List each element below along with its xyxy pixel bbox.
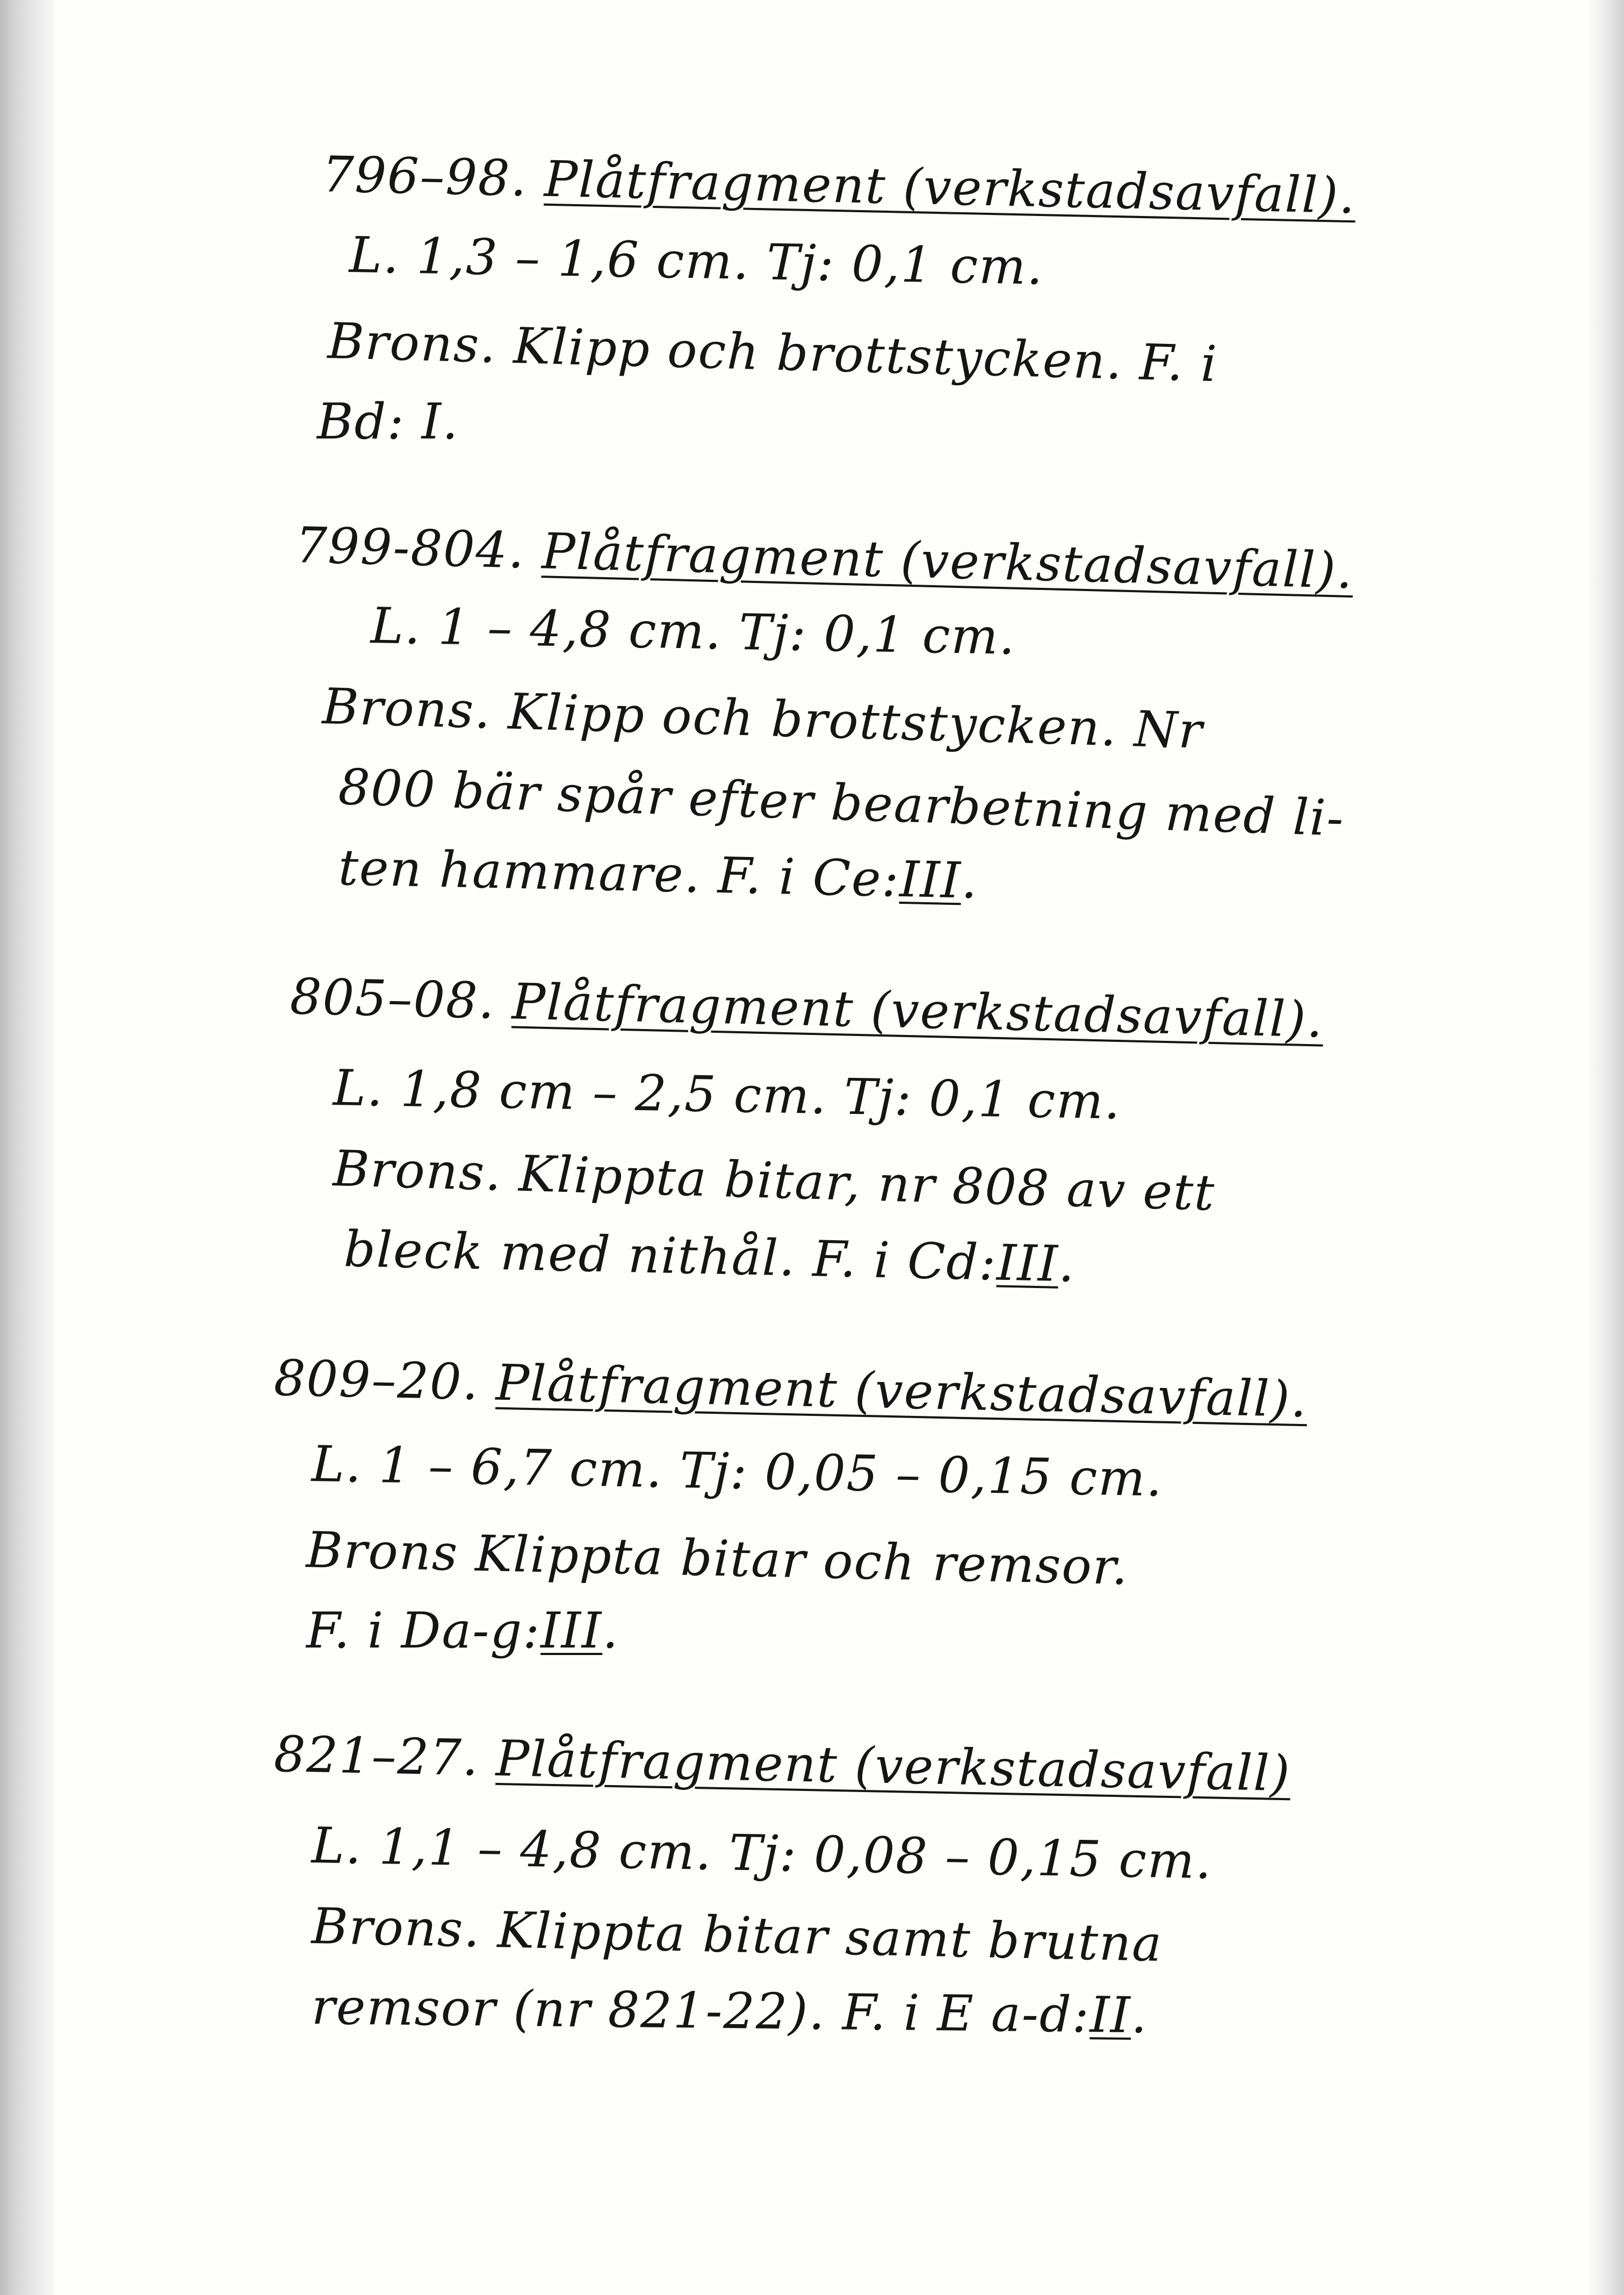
entry-number: 821–27 bbox=[273, 1725, 463, 1787]
entry-title: Plåtfragment (verkstadsavfall). bbox=[511, 973, 1324, 1049]
entry-layer-numeral: III bbox=[899, 850, 962, 910]
entry-find-location: ten hammare. F. i Ce: bbox=[337, 839, 900, 908]
entry-description-line-2 bbox=[343, 1220, 1076, 1294]
entry-period: . bbox=[1058, 1235, 1076, 1293]
entry-dimensions: L. 1,1 – 4,8 cm. Tj: 0,08 – 0,15 cm. bbox=[311, 1817, 1213, 1890]
entry-number-separator: . bbox=[507, 521, 526, 580]
entry-description-line-2 bbox=[311, 1977, 1148, 2045]
entry-layer-numeral: III bbox=[996, 1234, 1059, 1293]
entry-title: Plåtfragment (verkstadsavfall) bbox=[495, 1729, 1291, 1803]
entry-find-location: remsor (nr 821-22). F. i E a-d: bbox=[311, 1978, 1091, 2044]
entry-heading bbox=[273, 1349, 1308, 1429]
entry-number-separator: . bbox=[461, 1729, 480, 1787]
entry-number: 796–98 bbox=[321, 146, 511, 207]
entry-dimensions: L. 1 – 6,7 cm. Tj: 0,05 – 0,15 cm. bbox=[311, 1435, 1164, 1508]
binding-gutter-shadow bbox=[0, 0, 56, 2295]
entry-find-location: bleck med nithål. F. i Cd: bbox=[343, 1220, 998, 1292]
page-edge-shadow bbox=[1586, 0, 1624, 2295]
entry-heading bbox=[273, 1725, 1291, 1803]
entry-period: . bbox=[961, 852, 979, 910]
entry-dimensions: L. 1 – 4,8 cm. Tj: 0,1 cm. bbox=[370, 597, 1016, 666]
entry-find-location: F. i Da-g: bbox=[306, 1602, 541, 1659]
entry-description-line-2: 800 bär spår efter bearbetning med li- bbox=[337, 758, 1346, 847]
entry-title: Plåtfragment (verkstadsavfall). bbox=[495, 1354, 1308, 1429]
entry-description-line-1: Brons. Klippta bitar samt brutna bbox=[311, 1897, 1164, 1973]
entry-number-separator: . bbox=[461, 1353, 480, 1411]
entry-heading bbox=[290, 967, 1324, 1050]
entry-layer-numeral: II bbox=[1089, 1986, 1132, 2044]
entry-dimensions: L. 1,3 – 1,6 cm. Tj: 0,1 cm. bbox=[349, 226, 1044, 296]
entry-number: 805–08 bbox=[289, 968, 479, 1030]
entry-title: Plåtfragment (verkstadsavfall). bbox=[541, 522, 1354, 600]
entry-description-line-3 bbox=[338, 838, 979, 911]
entry-description-line-2 bbox=[306, 1601, 619, 1660]
entry-description-line-2: Bd: I. bbox=[317, 393, 459, 450]
entry-layer-numeral: III bbox=[540, 1602, 603, 1659]
entry-period: . bbox=[1130, 1986, 1149, 2045]
entry-period: . bbox=[602, 1602, 619, 1659]
entry-description-line-1: Brons. Klipp och brottstycken. F. i bbox=[327, 312, 1219, 393]
entry-heading bbox=[295, 516, 1354, 601]
entry-heading bbox=[322, 145, 1356, 226]
entry-number-separator: . bbox=[510, 149, 528, 207]
entry-number: 809–20 bbox=[273, 1349, 463, 1411]
entry-number-separator: . bbox=[478, 972, 496, 1030]
entry-description-line-1: Brons. Klippta bitar, nr 808 av ett bbox=[332, 1140, 1216, 1222]
entry-number: 799-804 bbox=[294, 516, 509, 579]
entry-dimensions: L. 1,8 cm – 2,5 cm. Tj: 0,1 cm. bbox=[333, 1059, 1122, 1131]
entry-title: Plåtfragment (verkstadsavfall). bbox=[543, 150, 1356, 225]
entry-description-line-1: Brons. Klipp och brottstycken. Nr bbox=[321, 678, 1204, 760]
entry-description-line-1: Brons Klippta bitar och remsor. bbox=[305, 1521, 1130, 1596]
